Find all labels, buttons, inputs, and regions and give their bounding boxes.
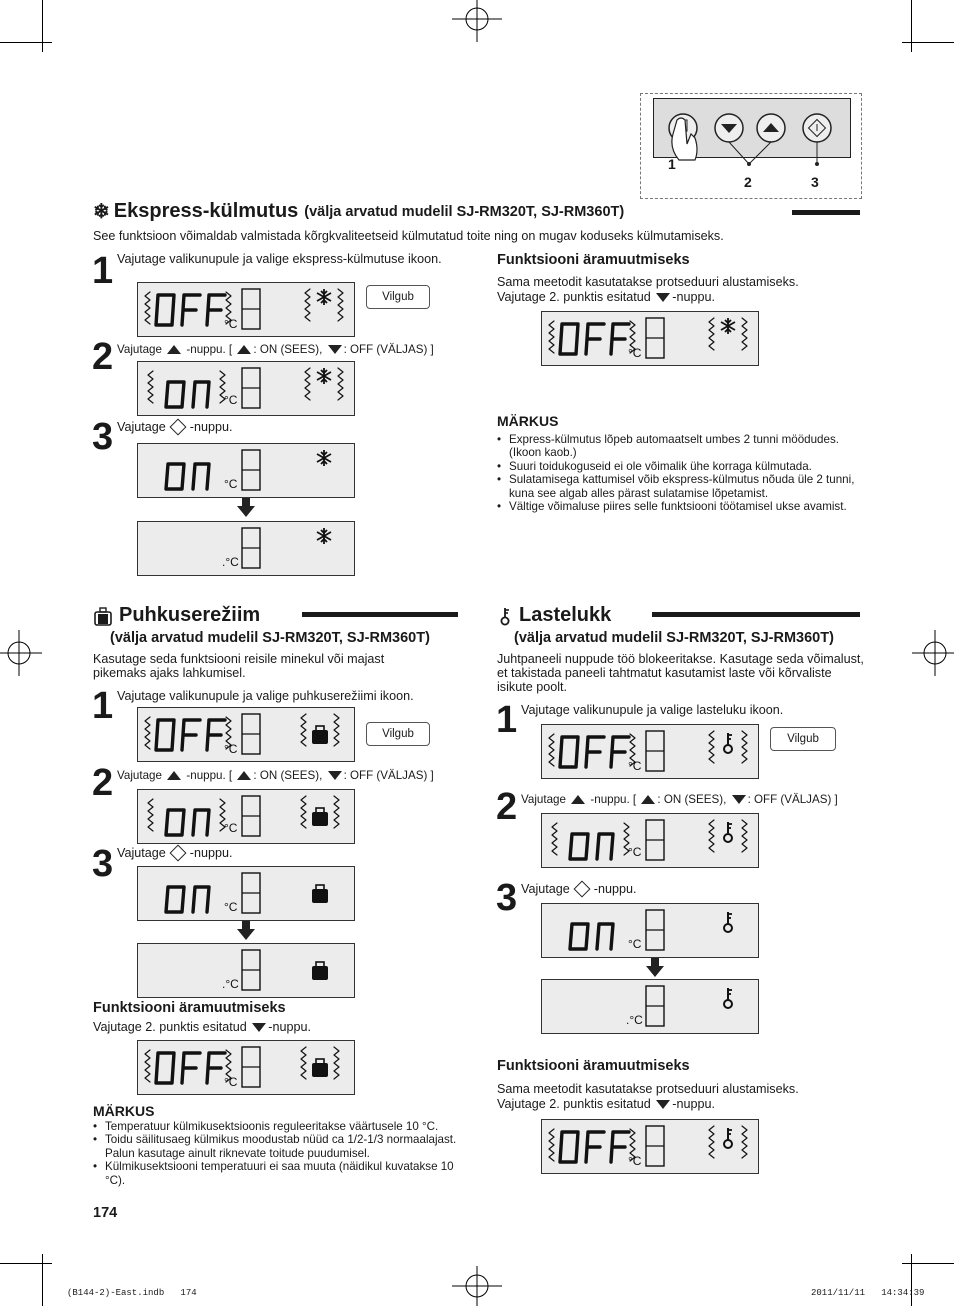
express-subtitle: (välja arvatud mudelil SJ-RM320T, SJ-RM360T) [304, 203, 625, 220]
blink-callout: Vilgub [366, 285, 430, 309]
suitcase-icon [312, 808, 328, 826]
step-number: 2 [92, 762, 114, 804]
power-button-icon [169, 418, 186, 435]
lcd-display [137, 361, 355, 416]
note-item: • Külmikusektsiooni temperatuuri ei saa muuta (näidikul kuvatakse 10 °C). [93, 1160, 473, 1187]
step-number: 1 [496, 699, 518, 741]
panel-label-3: 3 [811, 174, 819, 190]
note-item: • Vältige võimaluse piires selle funktsiooni töötamisel ukse avamist. [497, 500, 857, 513]
crop-mark [902, 1263, 954, 1264]
lcd-display [541, 1119, 759, 1174]
holiday-step2-text: Vajutage -nuppu. [ : ON (SEES), : OFF (VÄLJAS) ] [117, 769, 434, 782]
lcd-display [137, 521, 355, 576]
express-heading [93, 199, 624, 224]
childlock-subtitle: (välja arvatud mudelil SJ-RM320T, SJ-RM360T) [514, 630, 834, 646]
temperature-unit: .°C [222, 977, 239, 991]
blink-callout: Vilgub [366, 722, 430, 746]
temperature-unit: °C [224, 742, 238, 756]
childlock-step1-text: Vajutage valikunupule ja valige lasteluku ikoon. [521, 703, 784, 717]
temperature-unit: °C [224, 1075, 238, 1089]
suitcase-icon [93, 606, 113, 626]
registration-mark [0, 630, 42, 676]
note-item: • Suuri toidukoguseid ei ole võimalik ühe korraga külmutada. [497, 460, 857, 473]
snowflake-icon [317, 289, 331, 305]
snowflake-icon [317, 528, 331, 544]
lcd-display [137, 443, 355, 498]
temperature-unit: °C [628, 759, 642, 773]
childlock-step3-text: Vajutage -nuppu. [521, 882, 637, 896]
step-number: 2 [496, 786, 518, 828]
express-cancel-text1: Sama meetodit kasutatakse protseduuri alustamiseks. [497, 275, 799, 289]
down-arrow-icon [328, 345, 342, 354]
temperature-unit: .°C [626, 1013, 643, 1027]
control-panel-illustration [640, 93, 862, 199]
registration-mark [912, 630, 954, 676]
holiday-notes-title: MÄRKUS [93, 1103, 155, 1119]
key-icon [724, 912, 732, 932]
down-arrow-icon [656, 1100, 670, 1109]
crop-mark [42, 1254, 43, 1306]
heading-rule [302, 612, 458, 617]
crop-mark [0, 42, 52, 43]
up-arrow-icon [167, 771, 181, 780]
step-number: 2 [92, 336, 114, 378]
temperature-unit: °C [628, 845, 642, 859]
crop-mark [911, 1254, 912, 1306]
lcd-display [541, 724, 759, 779]
snowflake-icon [317, 450, 331, 466]
temperature-unit: °C [628, 1154, 642, 1168]
express-step1-text: Vajutage valikunupule ja valige ekspress-külmutuse ikoon. [117, 252, 442, 266]
blink-callout: Vilgub [770, 727, 836, 751]
down-arrow-icon [328, 771, 342, 780]
heading-rule [652, 612, 860, 617]
lcd-display [137, 943, 355, 998]
down-arrow-icon [732, 795, 746, 804]
temperature-unit: °C [224, 477, 238, 491]
snowflake-icon [721, 318, 735, 334]
lcd-display [137, 707, 355, 762]
step-number: 1 [92, 685, 114, 727]
holiday-heading [93, 604, 260, 627]
power-button-icon [169, 844, 186, 861]
lcd-display [137, 866, 355, 921]
express-cancel-text2: Vajutage 2. punktis esitatud -nuppu. [497, 290, 716, 304]
down-arrow-icon [236, 921, 256, 941]
panel-label-2: 2 [744, 174, 752, 190]
lcd-display [541, 903, 759, 958]
step-number: 3 [92, 843, 114, 885]
note-item: • Sulatamisega kattumisel võib ekspress-külmutus nõuda üle 2 tunni, kuna see algab alles pärast sulatamise lõpetamist. [497, 473, 857, 500]
up-arrow-icon [237, 771, 251, 780]
panel-label-1: 1 [668, 156, 676, 172]
registration-mark [452, 1266, 502, 1306]
up-arrow-icon [237, 345, 251, 354]
temperature-unit: °C [628, 937, 642, 951]
lcd-display [137, 1040, 355, 1095]
express-notes [497, 433, 857, 513]
key-icon [724, 988, 732, 1008]
holiday-title: Puhkuserežiim [119, 604, 261, 626]
crop-mark [911, 0, 912, 52]
lcd-display [137, 789, 355, 844]
snowflake-icon: ❄ [93, 201, 110, 223]
power-button-icon [573, 880, 590, 897]
down-arrow-icon [656, 293, 670, 302]
temperature-unit: °C [224, 393, 238, 407]
suitcase-icon [312, 726, 328, 744]
childlock-step2-text: Vajutage -nuppu. [ : ON (SEES), : OFF (VÄLJAS) ] [521, 793, 838, 806]
footer-timestamp: 2011/11/11 14:34:39 [811, 1288, 925, 1298]
key-icon [724, 733, 732, 753]
crop-mark [42, 0, 43, 52]
step-number: 1 [92, 250, 114, 292]
childlock-heading [497, 604, 611, 627]
crop-mark [0, 1263, 52, 1264]
down-arrow-icon [252, 1023, 266, 1032]
holiday-cancel-text: Vajutage 2. punktis esitatud -nuppu. [93, 1020, 312, 1034]
childlock-intro: Juhtpaneeli nuppude töö blokeeritakse. Kasutage seda võimalust, et takistada paneeli tahtmatut kasutamist laste või kõrvaliste isikute poolt. [497, 652, 864, 694]
up-arrow-icon [167, 345, 181, 354]
temperature-unit: °C [628, 346, 642, 360]
temperature-unit: °C [224, 821, 238, 835]
express-notes-title: MÄRKUS [497, 413, 559, 429]
registration-mark [452, 0, 502, 42]
temperature-unit: °C [224, 317, 238, 331]
childlock-title: Lastelukk [519, 604, 612, 626]
holiday-step1-text: Vajutage valikunupule ja valige puhkuserežiimi ikoon. [117, 689, 414, 703]
step-number: 3 [92, 416, 114, 458]
lcd-display [137, 282, 355, 337]
suitcase-icon [312, 1059, 328, 1077]
key-icon [724, 822, 732, 842]
childlock-cancel-text1: Sama meetodit kasutatakse protseduuri alustamiseks. [497, 1082, 799, 1096]
down-arrow-icon [645, 958, 665, 978]
lcd-display [541, 979, 759, 1034]
down-arrow-icon [236, 498, 256, 518]
up-arrow-icon [641, 795, 655, 804]
key-icon [497, 606, 513, 626]
suitcase-icon [312, 962, 328, 980]
key-icon [724, 1128, 732, 1148]
page-number: 174 [93, 1205, 118, 1221]
suitcase-icon [312, 885, 328, 903]
childlock-cancel-text2: Vajutage 2. punktis esitatud -nuppu. [497, 1097, 716, 1111]
note-item: • Temperatuur külmikusektsioonis reguleeritakse väärtusele 10 °C. [93, 1120, 473, 1133]
note-item: • Toidu säilitusaeg külmikus moodustab nüüd ca 1/2-1/3 normaalajast. Palun kasutage ainult riknevate toitude puudumisel. [93, 1133, 473, 1160]
lcd-display [541, 311, 759, 366]
holiday-cancel-title: Funktsiooni äramuutmiseks [93, 1000, 286, 1016]
note-item: • Express-külmutus lõpeb automaatselt umbes 2 tunni möödudes. (Ikoon kaob.) [497, 433, 857, 460]
express-intro: See funktsioon võimaldab valmistada kõrgkvaliteetseid külmutatud toite ning on mugav koduseks külmutamiseks. [93, 229, 724, 243]
temperature-unit: .°C [222, 555, 239, 569]
crop-mark [902, 42, 954, 43]
holiday-intro: Kasutage seda funktsiooni reisile minekul või majast pikemaks ajaks lahkumisel. [93, 652, 385, 680]
holiday-notes [93, 1120, 473, 1187]
step-number: 3 [496, 877, 518, 919]
snowflake-icon [317, 368, 331, 384]
up-arrow-icon [571, 795, 585, 804]
lcd-display [541, 813, 759, 868]
express-step2-text: Vajutage -nuppu. [ : ON (SEES), : OFF (VÄLJAS) ] [117, 343, 434, 356]
temperature-unit: °C [224, 900, 238, 914]
express-step3-text: Vajutage -nuppu. [117, 420, 233, 434]
holiday-subtitle: (välja arvatud mudelil SJ-RM320T, SJ-RM360T) [110, 630, 430, 646]
express-title: Ekspress-külmutus [113, 200, 299, 222]
express-cancel-title: Funktsiooni äramuutmiseks [497, 252, 690, 268]
footer-file: (B144-2)-East.indb 174 [67, 1288, 197, 1298]
childlock-cancel-title: Funktsiooni äramuutmiseks [497, 1058, 690, 1074]
heading-rule [792, 210, 860, 215]
holiday-step3-text: Vajutage -nuppu. [117, 846, 233, 860]
